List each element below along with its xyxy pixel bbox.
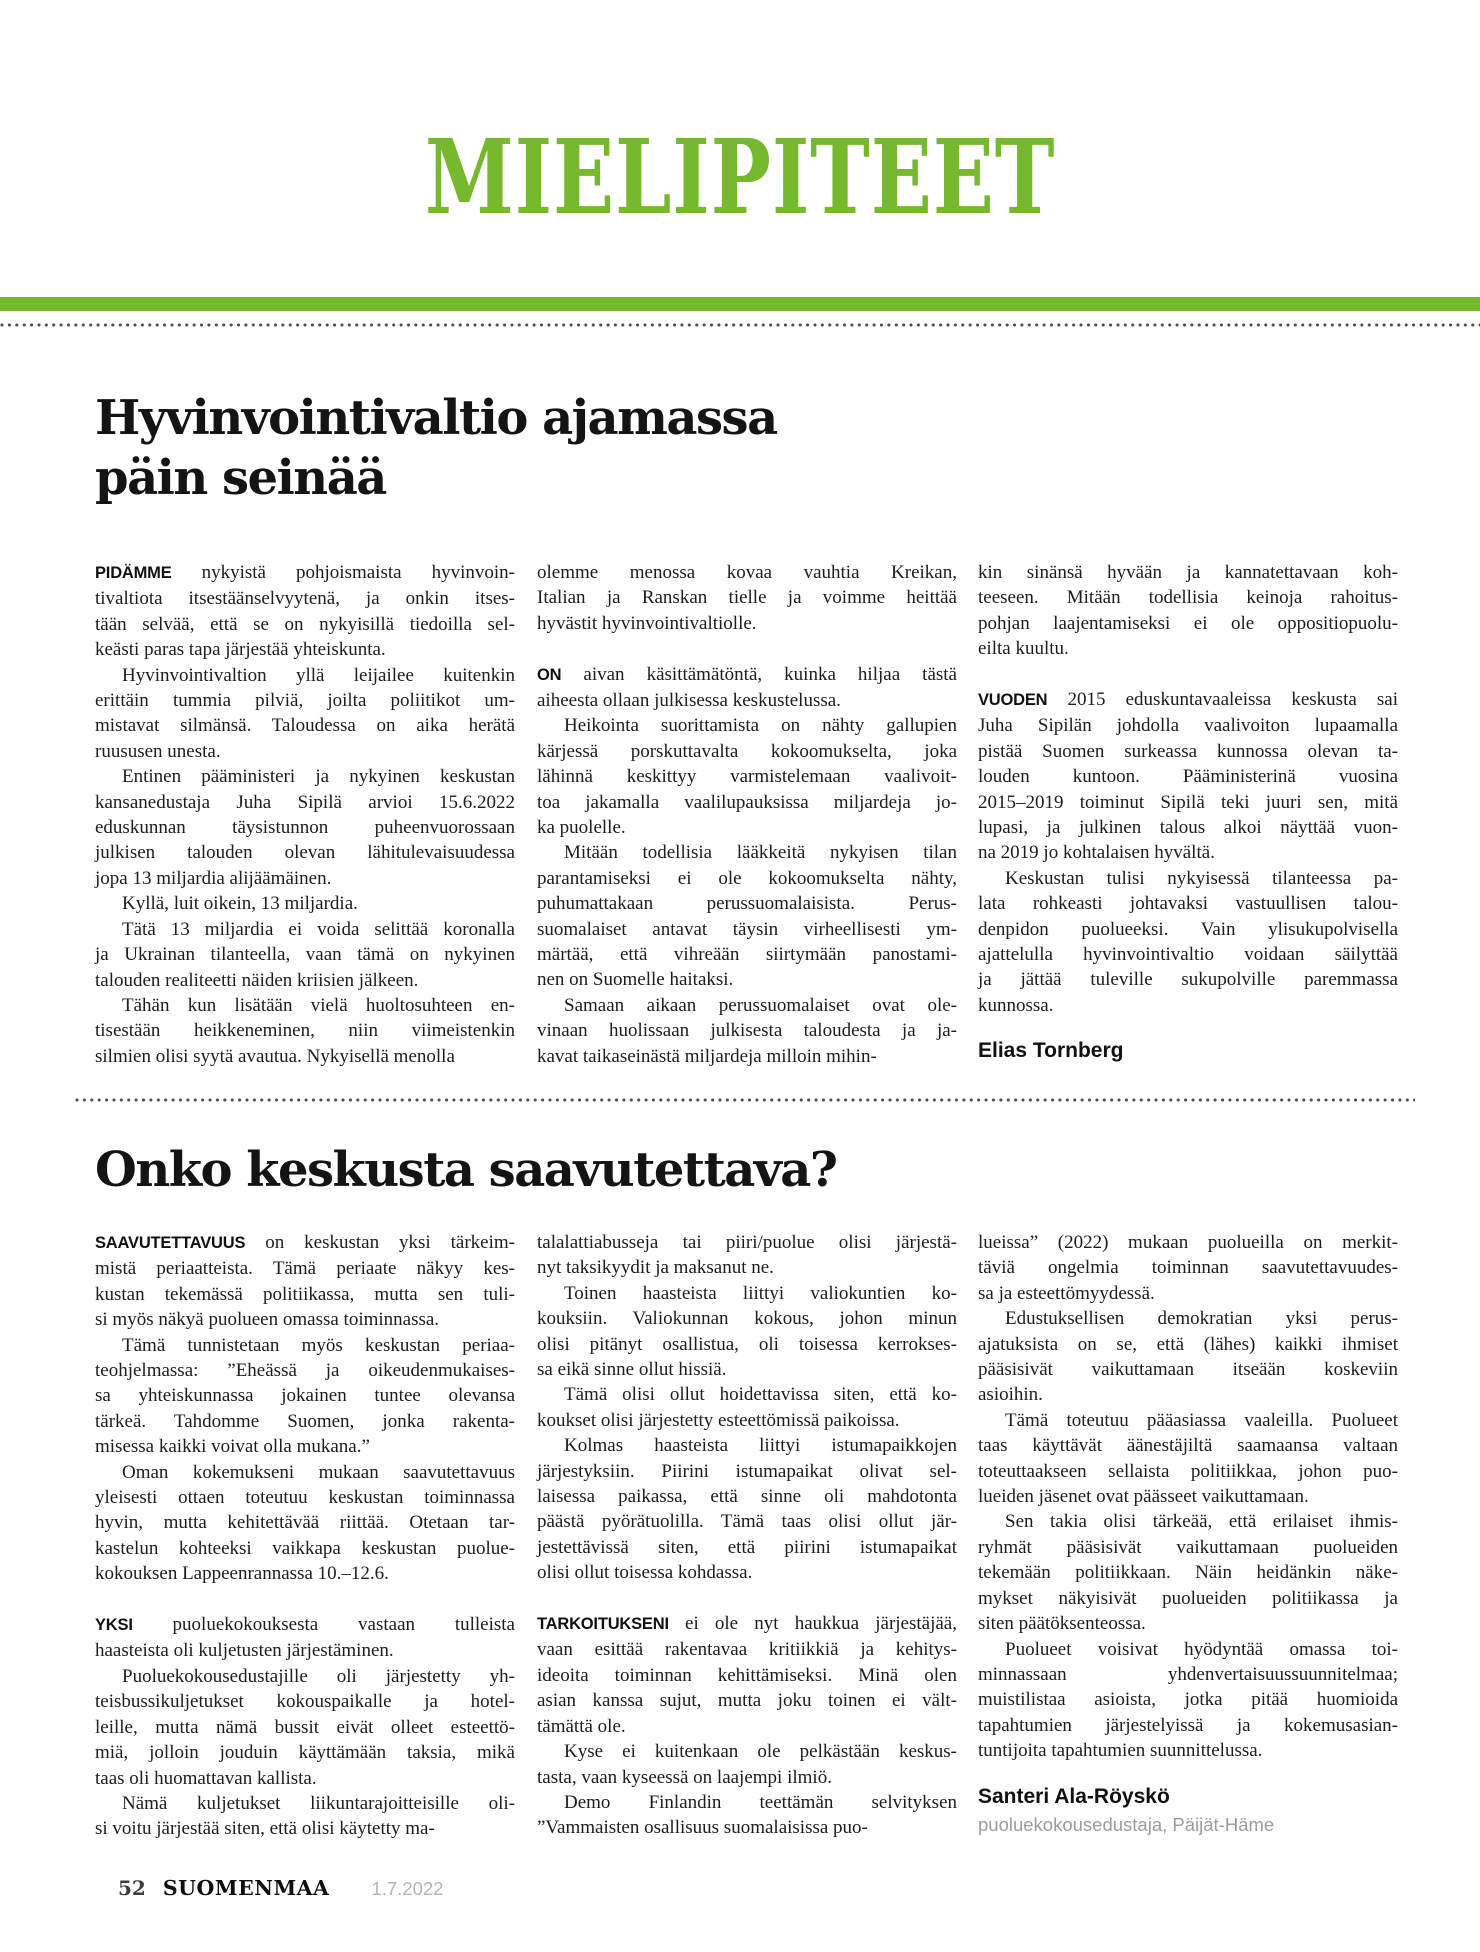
paragraph bbox=[537, 1790, 957, 1841]
text-line: eduskunnan täysistunnon puheenvuorossaan bbox=[95, 817, 515, 839]
text-line: mykset näkyisivät puolueiden politiikassa ja bbox=[978, 1587, 1398, 1609]
paragraph bbox=[95, 764, 515, 891]
text-line: miä, jolloin jouduin käyttämään taksia, mikä bbox=[95, 1742, 515, 1764]
text-line: leille, mutta nämä bussit eivät olleet esteettö- bbox=[95, 1716, 515, 1738]
paragraph bbox=[537, 1611, 957, 1739]
article-2-column-1 bbox=[95, 1230, 515, 1842]
paragraph bbox=[978, 866, 1398, 1018]
article-title-line: päin seinää bbox=[95, 450, 386, 506]
text-line: Heikointa suorittamista on nähty gallupien bbox=[564, 715, 957, 737]
text-line: Hyvinvointivaltion yllä leijailee kuitenkin bbox=[122, 664, 515, 686]
text-line: kokouksen Lappeenrannassa 10.–12.6. bbox=[95, 1563, 389, 1585]
paragraph bbox=[978, 1230, 1398, 1306]
text-line: nen on Suomelle haitaksi. bbox=[537, 969, 734, 991]
text-line: tuntijoita tapahtumien suunnittelussa. bbox=[978, 1740, 1263, 1762]
text-line: toa jakamalla vaalilupauksissa miljardeja jo- bbox=[537, 791, 957, 813]
text-line: vinaan huolissaan julkisesta taloudesta ja ja- bbox=[537, 1020, 957, 1042]
text-line: Tätä 13 miljardia ei voida selittää koronalla bbox=[122, 918, 515, 940]
text-line: Kyse ei kuitenkaan ole pelkästään keskus- bbox=[564, 1741, 957, 1763]
text-line: olisi ollut toisessa kohdassa. bbox=[537, 1562, 753, 1584]
text-line: lueiden jäsenet ovat päässeet vaikuttamaan. bbox=[978, 1486, 1309, 1508]
article-1-column-1 bbox=[95, 560, 515, 1069]
text-line: Tämä olisi ollut hoidettavissa siten, että ko- bbox=[564, 1384, 957, 1406]
paragraph bbox=[95, 663, 515, 765]
paragraph bbox=[978, 687, 1398, 866]
text-line: na 2019 jo kohtalaisen hyvältä. bbox=[978, 842, 1215, 864]
text-line: denpidon puolueeksi. Vain ylisukupolvisella bbox=[978, 918, 1398, 940]
article-title-line: Hyvinvointivaltio ajamassa bbox=[95, 390, 777, 446]
text-line: siten päätöksenteossa. bbox=[978, 1613, 1146, 1635]
paragraph bbox=[537, 840, 957, 992]
text-line: Puoluekokousedustajille oli järjestetty yh- bbox=[122, 1665, 515, 1687]
paragraph bbox=[537, 1433, 957, 1585]
author-name: Santeri Ala-Röyskö bbox=[978, 1784, 1170, 1808]
text-line: Juha Sipilän johdolla vaalivoiton lupaamalla bbox=[978, 715, 1398, 737]
paragraph bbox=[95, 891, 515, 916]
newspaper-brand: SUOMENMAA bbox=[162, 1876, 330, 1900]
text-line: vaan esittää rakentavaa kritiikkiä ja kehitys- bbox=[537, 1639, 957, 1661]
paragraph bbox=[95, 1664, 515, 1791]
paragraph bbox=[95, 917, 515, 993]
paragraph bbox=[537, 560, 957, 636]
text-line: YKSI puoluekokouksesta vastaan tulleista bbox=[95, 1614, 515, 1636]
paragraph bbox=[95, 1612, 515, 1664]
paragraph bbox=[537, 993, 957, 1069]
text-line: kansanedustaja Juha Sipilä arvioi 15.6.2022 bbox=[95, 791, 515, 813]
text-line: olemme menossa kovaa vauhtia Kreikan, bbox=[537, 562, 957, 583]
article-title-line: Onko keskusta saavutettava? bbox=[95, 1142, 837, 1198]
text-line: sa eikä sinne ollut hissiä. bbox=[537, 1359, 727, 1381]
article-1-column-2 bbox=[537, 560, 957, 1069]
text-line: järjestyksiin. Piirini istumapaikat olivat sel- bbox=[537, 1460, 957, 1482]
text-line: lupasi, ja julkinen talous alkoi näyttää vuon- bbox=[978, 817, 1398, 839]
text-line: kavat taikaseinästä miljardeja milloin mihin- bbox=[537, 1045, 877, 1067]
text-line: keästi paras tapa järjestää yhteiskunta. bbox=[95, 639, 386, 661]
dotted-divider-middle bbox=[75, 1098, 1415, 1102]
paragraph bbox=[978, 1306, 1398, 1408]
text-line: jestettävissä siten, että piirini istumapaikat bbox=[537, 1536, 957, 1558]
text-line: Italian ja Ranskan tielle ja voimme heittää bbox=[537, 587, 957, 609]
text-line: lähinnä keskittyy varmistelemaan vaalivoit- bbox=[537, 766, 957, 788]
text-line: louden kuntoon. Pääministerinä vuosina bbox=[978, 766, 1398, 788]
text-line: taas käyttävät äänestäjiltä saamaansa valtaan bbox=[978, 1435, 1398, 1457]
text-line: Oman kokemukseni mukaan saavutettavuus bbox=[122, 1461, 515, 1483]
lead-word: TARKOITUKSENI bbox=[537, 1615, 669, 1634]
page-number: 52 bbox=[118, 1876, 146, 1900]
text-line: talalattiabusseja tai piiri/puolue olisi järjestä- bbox=[537, 1232, 957, 1253]
text-line: tämättä ole. bbox=[537, 1715, 626, 1737]
text-line: tasta, vaan kyseessä on laajempi ilmiö. bbox=[537, 1766, 832, 1788]
paragraph bbox=[978, 560, 1398, 662]
text-line: Nämä kuljetukset liikuntarajoitteisille oli- bbox=[122, 1792, 515, 1814]
text-line: kustan tekemässä politiikassa, mutta sen tuli- bbox=[95, 1283, 515, 1305]
text-line: taas oli huomattavan kallista. bbox=[95, 1767, 317, 1789]
text-line: päästä pyörätuolilla. Tämä taas olisi ollut jär- bbox=[537, 1511, 957, 1533]
text-line: julkisen talouden olevan lähitulevaisuudessa bbox=[95, 842, 515, 864]
article-2-column-2 bbox=[537, 1230, 957, 1841]
text-line: pohjan laajentamiseksi ei ole oppositiopuolu- bbox=[978, 612, 1398, 634]
text-line: muistilistaa asioista, jotka pitää huomioida bbox=[978, 1689, 1398, 1711]
text-line: Keskustan tulisi nykyisessä tilanteessa pa- bbox=[1005, 867, 1398, 889]
text-line: talouden realiteetti näiden kriisien jälkeen. bbox=[95, 969, 419, 991]
paragraph bbox=[537, 662, 957, 714]
text-line: sa yhteiskunnassa jokainen tuntee olevansa bbox=[95, 1385, 515, 1407]
paragraph bbox=[978, 1408, 1398, 1510]
text-line: ”Vammaisten osallisuus suomalaisissa puo- bbox=[537, 1817, 868, 1839]
text-line: erittäin tummia pilviä, joilta poliitikot um- bbox=[95, 690, 515, 712]
text-line: tivaltiota itsestäänselvyytenä, ja onkin itses- bbox=[95, 588, 515, 610]
text-line: asioihin. bbox=[978, 1384, 1043, 1406]
text-line: parantamiseksi ei ole kokoomukselta nähty, bbox=[537, 867, 957, 889]
text-line: Mitään todellisia lääkkeitä nykyisen tilan bbox=[564, 842, 957, 864]
article-2-column-3 bbox=[978, 1230, 1398, 1837]
lead-word: YKSI bbox=[95, 1616, 133, 1635]
text-line: Demo Finlandin teettämän selvityksen bbox=[564, 1791, 957, 1813]
text-line: aiheesta ollaan julkisessa keskustelussa. bbox=[537, 690, 841, 712]
text-line: pääsisivät vaikuttamaan itseään koskeviin bbox=[978, 1359, 1398, 1381]
lead-word: SAAVUTETTAVUUS bbox=[95, 1234, 246, 1252]
text-line: misessa kaikki voivat olla mukana.” bbox=[95, 1436, 370, 1458]
text-line: ON aivan käsittämätöntä, kuinka hiljaa tästä bbox=[537, 663, 957, 685]
article-1-column-3 bbox=[978, 560, 1398, 1064]
text-line: ideoita toiminnan kehittämiseksi. Minä olen bbox=[537, 1664, 957, 1686]
paragraph bbox=[95, 1230, 515, 1333]
author-name: Elias Tornberg bbox=[978, 1039, 1124, 1063]
text-line: haasteista oli kuljetusten järjestäminen. bbox=[95, 1640, 394, 1662]
text-line: nyt taksikyydit ja maksanut ne. bbox=[537, 1257, 774, 1279]
lead-word: VUODEN bbox=[978, 691, 1048, 710]
section-title: MIELIPITEET bbox=[424, 117, 1056, 238]
text-line: teisbussikuljetukset kokouspaikalle ja hotel- bbox=[95, 1691, 515, 1713]
text-line: tisestään heikkeneminen, niin viimeistenkin bbox=[95, 1020, 515, 1042]
article-title-1 bbox=[95, 388, 777, 508]
text-line: tärkeä. Tahdomme Suomen, jonka rakenta- bbox=[95, 1410, 515, 1432]
text-line: sa ja esteettömyydessä. bbox=[978, 1282, 1155, 1304]
text-line: Puolueet voisivat hyödyntää omassa toi- bbox=[1005, 1638, 1398, 1660]
text-line: kärjessä porskuttavalta kokoomukselta, joka bbox=[537, 740, 957, 762]
paragraph bbox=[95, 560, 515, 663]
paragraph bbox=[95, 993, 515, 1069]
text-line: jopa 13 miljardia alijäämäinen. bbox=[95, 867, 332, 889]
text-line: hyvin, mutta kehitettävää riittää. Otetaan tar- bbox=[95, 1512, 515, 1534]
paragraph bbox=[978, 1637, 1398, 1764]
paragraph bbox=[95, 1791, 515, 1842]
text-line: kunnossa. bbox=[978, 994, 1054, 1016]
paragraph bbox=[95, 1333, 515, 1460]
text-line: koukset olisi järjestetty esteettömissä paikoissa. bbox=[537, 1409, 900, 1431]
paragraph bbox=[537, 1382, 957, 1433]
text-line: eilta kuultu. bbox=[978, 638, 1069, 660]
text-line: Tämä toteutuu pääasiassa vaaleilla. Puolueet bbox=[1005, 1409, 1398, 1431]
text-line: ajattelulla hyvinvointivaltio voidaan säilyttää bbox=[978, 944, 1398, 966]
text-line: ja jättää tuleville sukupolville paremmassa bbox=[978, 969, 1398, 991]
text-line: minnassaan yhdenvertaisuussuunnitelmaa; bbox=[978, 1663, 1398, 1685]
text-line: teohjelmassa: ”Eheässä ja oikeudenmukaises- bbox=[95, 1360, 515, 1382]
author-role: puoluekokousedustaja, Päijät-Häme bbox=[978, 1813, 1275, 1835]
paragraph bbox=[978, 1509, 1398, 1636]
article-title-2 bbox=[95, 1140, 836, 1200]
text-line: Entinen pääministeri ja nykyinen keskustan bbox=[122, 766, 515, 788]
text-line: teeseen. Mitään todellisia keinoja rahoitus- bbox=[978, 587, 1398, 609]
text-line: Tämä tunnistetaan myös keskustan periaa- bbox=[122, 1334, 515, 1356]
text-line: olisi pitänyt osallistua, oli toisessa kerrokses- bbox=[537, 1333, 957, 1355]
text-line: suomalaiset antavat täysin virheellisesti ym- bbox=[537, 918, 957, 940]
paragraph bbox=[537, 713, 957, 840]
text-line: si myös näkyä puolueen omassa toiminnassa. bbox=[95, 1309, 440, 1331]
paragraph bbox=[537, 1230, 957, 1281]
dotted-divider-top bbox=[0, 323, 1480, 327]
text-line: tapahtumien järjestelyissä ja kokemusasian- bbox=[978, 1714, 1398, 1736]
text-line: puhumattakaan perussuomalaisista. Perus- bbox=[537, 893, 957, 915]
text-line: lueissa” (2022) mukaan puolueilla on merkit- bbox=[978, 1232, 1398, 1253]
text-line: hyvästit hyvinvointivaltiolle. bbox=[537, 612, 757, 634]
text-line: tään selvää, että se on nykyisillä tiedoilla sel- bbox=[95, 613, 515, 635]
text-line: kastelun kohteeksi vaikkapa keskustan puolue- bbox=[95, 1537, 515, 1559]
text-line: kin sinänsä hyvään ja kannatettavaan koh- bbox=[978, 562, 1398, 583]
paragraph bbox=[95, 1460, 515, 1587]
text-line: Sen takia olisi tärkeää, että erilaiset ihmis- bbox=[1005, 1511, 1398, 1533]
section-kicker bbox=[0, 118, 1480, 238]
text-line: pistää Suomen surkeassa kunnossa olevan ta- bbox=[978, 740, 1398, 762]
text-line: Samaan aikaan perussuomalaiset ovat ole- bbox=[564, 994, 957, 1016]
text-line: ajatuksista on se, että (lähes) kaikki ihmiset bbox=[978, 1333, 1398, 1355]
text-line: mistä periaatteista. Tämä periaate näkyy kes- bbox=[95, 1258, 515, 1280]
text-line: si voitu järjestää siten, että olisi käytetty ma- bbox=[95, 1818, 435, 1840]
text-line: Edustuksellisen demokratian yksi perus- bbox=[1005, 1308, 1398, 1330]
text-line: tekemään politiikkaan. Näin heidänkin näke- bbox=[978, 1562, 1398, 1584]
text-line: lata rohkeasti johtavaksi vastuullisen talou- bbox=[978, 893, 1398, 915]
lead-word: ON bbox=[537, 665, 562, 684]
page-footer bbox=[118, 1876, 443, 1900]
text-line: täviä ongelmia toiminnan saavutettavuudes- bbox=[978, 1257, 1398, 1279]
text-line: asian kanssa sujut, mutta joku toinen ei vält- bbox=[537, 1690, 957, 1712]
lead-word: PIDÄMME bbox=[95, 564, 172, 582]
text-line: 2015–2019 toiminut Sipilä teki juuri sen, mitä bbox=[978, 791, 1398, 813]
section-divider-bar bbox=[0, 297, 1480, 311]
text-line: kouksiin. Valiokunnan kokous, johon minun bbox=[537, 1308, 957, 1330]
text-line: VUODEN 2015 eduskuntavaaleissa keskusta sai bbox=[978, 689, 1398, 711]
text-line: Toinen haasteista liittyi valiokuntien ko- bbox=[564, 1282, 957, 1304]
text-line: TARKOITUKSENI ei ole nyt haukkua järjestäjää, bbox=[537, 1613, 957, 1635]
text-line: Tähän kun lisätään vielä huoltosuhteen en- bbox=[122, 994, 515, 1016]
text-line: toteuttaakseen sellaista politiikkaa, johon puo- bbox=[978, 1460, 1398, 1482]
text-line: Kyllä, luit oikein, 13 miljardia. bbox=[122, 893, 358, 915]
text-line: laisessa paikassa, että sinne oli mahdotonta bbox=[537, 1486, 957, 1508]
text-line: PIDÄMME nykyistä pohjoismaista hyvinvoin- bbox=[95, 562, 515, 583]
paragraph bbox=[537, 1281, 957, 1383]
text-line: yleisesti ottaen toteutuu keskustan toiminnassa bbox=[95, 1487, 515, 1509]
text-line: silmien olisi syytä avautua. Nykyisellä menolla bbox=[95, 1045, 455, 1067]
text-line: ja Ukrainan tilanteella, vaan tämä on nykyinen bbox=[95, 944, 515, 966]
text-line: Kolmas haasteista liittyi istumapaikkojen bbox=[564, 1435, 957, 1457]
text-line: märtää, että vihreään siirtymään panostami- bbox=[537, 944, 957, 966]
text-line: ryhmät pääsisivät vaikuttamaan puolueiden bbox=[978, 1536, 1398, 1558]
text-line: ruususen unesta. bbox=[95, 740, 221, 762]
text-line: mistavat silmänsä. Taloudessa on aika herätä bbox=[95, 715, 515, 737]
issue-date: 1.7.2022 bbox=[371, 1878, 444, 1899]
text-line: ka puolelle. bbox=[537, 817, 626, 839]
paragraph bbox=[537, 1739, 957, 1790]
text-line: SAAVUTETTAVUUS on keskustan yksi tärkeim- bbox=[95, 1232, 515, 1253]
